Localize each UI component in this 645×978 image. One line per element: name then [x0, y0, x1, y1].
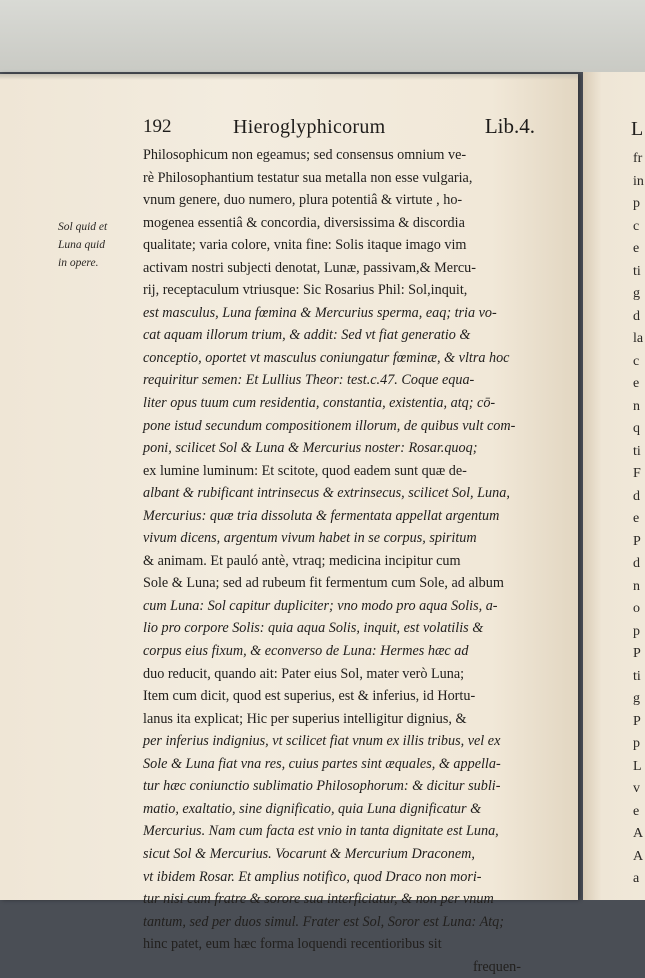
right-page-fragment-line: p [633, 623, 640, 639]
text-line: per inferius indignius, vt scilicet fiat vnum ex illis tribus, vel ex [143, 733, 501, 750]
text-line: lio pro corpore Solis: quia aqua Solis, inquit, est volatilis & [143, 620, 484, 637]
text-line: poni, scilicet Sol & Luna & Mercurius noster: Rosar.quoq; [143, 440, 478, 457]
right-page-fragment-line: ti [633, 443, 641, 459]
text-line: Mercurius: quæ tria dissoluta & fermentata appellat argentum [143, 507, 500, 524]
right-page-fragment-line: e [633, 511, 640, 526]
right-page-fragment-line: d [633, 308, 640, 324]
text-line: & animam. Et pauló antè, vtraq; medicina incipitur cum [143, 552, 461, 569]
running-head [143, 116, 543, 144]
text-line: albant & rubificant intrinsecus & extrinsecus, scilicet Sol, Luna, [143, 485, 510, 502]
right-page-fragment-line: d [633, 556, 640, 571]
right-page-fragment-line: e [633, 376, 640, 391]
body-text [143, 144, 529, 978]
text-line: cum Luna: Sol capitur dupliciter; vno modo pro aqua Solis, a- [143, 597, 498, 614]
text-line: matio, exaltatio, sine dignificatio, quia Luna dignificatur & [143, 800, 482, 817]
text-line: vnum genere, duo numero, plura potentiâ & virtute , ho- [143, 192, 463, 209]
text-line: rij, receptaculum vtriusque: Sic Rosarius Phil: Sol,inquit, [143, 282, 468, 299]
text-line: Mercurius. Nam cum facta est vnio in tanta dignitate est Luna, [143, 823, 499, 840]
right-page-fragment-line: p [633, 196, 640, 211]
right-page-fragment-line: P [633, 646, 641, 661]
right-page-fragment-line: o [633, 601, 640, 616]
text-line: activam nostri subjecti denotat, Lunæ, passivam,& Mercu- [143, 259, 476, 276]
right-page-fragment-line: p [633, 736, 640, 751]
right-page-fragment-line: A [633, 848, 644, 864]
text-line: Sole & Luna; sed ad rubeum fit fermentum cum Sole, ad album [143, 575, 504, 592]
text-line: cat aquam illorum trium, & addit: Sed vt fiat generatio & [143, 327, 471, 344]
right-page-fragment-line: c [633, 353, 640, 369]
right-page-fragment-line: in [633, 173, 644, 189]
right-page-fragment-line: c [633, 218, 640, 234]
marginal-note-line: in opere. [58, 257, 99, 269]
text-line: corpus eius fixum, & econverso de Luna: Hermes hæc ad [143, 643, 469, 660]
right-page-fragment-line: ti [633, 668, 641, 684]
marginal-note-line: Sol quid et [58, 221, 108, 233]
marginal-note-line: Luna quid [58, 239, 105, 251]
right-page-fragment-line: q [633, 421, 640, 436]
text-line: rè Philosophantium testatur sua metalla non esse vulgaria, [143, 169, 473, 186]
right-page-text-fragments [633, 148, 644, 891]
text-line: ex lumine luminum: Et scitote, quod eadem sunt quæ de- [143, 462, 467, 479]
text-line: conceptio, oportet vt masculus coniungatur fœminæ, & vltra hoc [143, 349, 510, 366]
right-page-fragment-line: e [633, 803, 640, 819]
right-page-fragment-line: d [633, 488, 640, 504]
text-line: liter opus tuum cum residentia, constantia, existentia, atq; cō- [143, 395, 496, 412]
book-number: Lib.4. [484, 114, 535, 138]
book-page-left [0, 74, 578, 975]
text-line: qualitate; varia colore, vnita fine: Solis itaque imago vim [143, 237, 467, 254]
text-line: frequen- [472, 958, 521, 975]
scan-background [0, 0, 645, 72]
running-title: Hieroglyphicorum [233, 116, 386, 138]
right-page-fragment-line: fr [633, 151, 643, 166]
book-page-right [583, 72, 645, 900]
right-page-fragment-line: L [633, 758, 642, 774]
right-page-fragment-line: A [633, 826, 644, 841]
text-line: requiritur semen: Et Lullius Theor: test.c.47. Coque equa- [143, 372, 475, 389]
right-page-fragment-line: F [633, 466, 641, 481]
text-line: hinc patet, eum hæc forma loquendi recentioribus sit [143, 936, 442, 953]
text-line: tur nisi cum fratre & sorore sua interficiatur, & non per vnum [143, 891, 494, 908]
text-line: pone istud secundum compositionem illorum, de quibus vult com- [143, 417, 516, 434]
right-page-header-fragment: L [631, 118, 644, 140]
right-page-fragment-line: ti [633, 263, 641, 279]
right-page-fragment-line: P [633, 713, 641, 729]
right-page-fragment-line: g [633, 691, 640, 706]
text-line: est masculus, Luna fœmina & Mercurius sperma, eaq; tria vo- [143, 304, 497, 321]
text-line: lanus ita explicat; Hic per superius intelligitur dignius, & [143, 710, 467, 727]
text-line: tur hæc coniunctio sublimatio Philosophorum: & dicitur subli- [143, 778, 501, 795]
page-number: 192 [143, 116, 172, 137]
text-line: mogenea essentiâ & concordia, diversissima & discordia [143, 214, 465, 231]
right-page-fragment-line: v [633, 781, 640, 796]
right-page-fragment-line: la [633, 331, 644, 346]
text-line: vt ibidem Rosar. Et amplius notifico, quod Draco non mori- [143, 868, 482, 885]
right-page-fragment-line: n [633, 398, 640, 414]
right-page-fragment-line: e [633, 241, 640, 256]
right-page-fragment-line: g [633, 286, 640, 301]
text-line: sicut Sol & Mercurius. Vocarunt & Mercurium Draconem, [143, 845, 475, 862]
text-line: tantum, sed per duos simul. Frater est Sol, Soror est Luna: Atq; [143, 913, 504, 930]
marginal-note [58, 218, 138, 272]
right-page-fragment-line: P [633, 533, 641, 549]
right-page-fragment-line: a [633, 871, 640, 886]
right-page-fragment-line: n [633, 578, 640, 594]
text-line: Item cum dicit, quod est superius, est & inferius, id Hortu- [143, 688, 476, 705]
text-line: duo reducit, quando ait: Pater eius Sol, mater verò Luna; [143, 665, 465, 682]
text-line: vivum dicens, argentum vivum habet in se corpus, spiritum [143, 530, 477, 547]
text-line: Sole & Luna fiat vna res, cuius partes sint æquales, & appella- [143, 755, 501, 772]
text-line: Philosophicum non egeamus; sed consensus omnium ve- [143, 147, 467, 163]
